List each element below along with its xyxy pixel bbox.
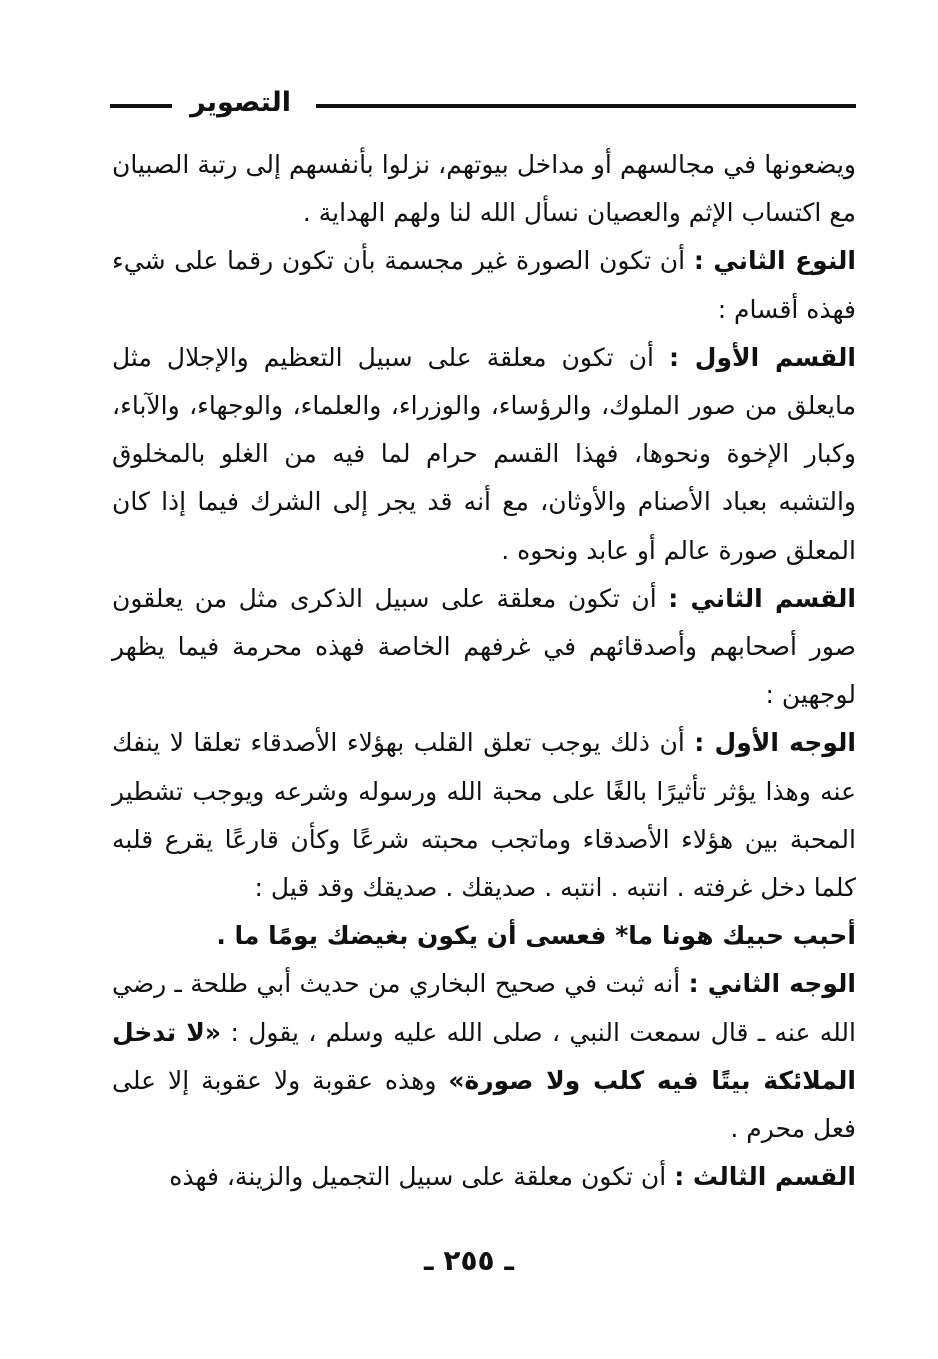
paragraph-5-text: أن ذلك يوجب تعلق القلب بهؤلاء الأصدقاء تعلقا لا ينفك عنه وهذا يؤثر تأثيرًا بالغًا على محبة الله ورسوله وشرعه ويوجب تشطير المحبة بين هؤلاء الأصدقاء وماتجب محبته شرعًا وكأن قارعًا يقرع قلبه كلما دخل غرفته . انتبه . انتبه . صديقك . صديقك وقد قيل : xyxy=(112,728,856,903)
paragraph-5 xyxy=(112,719,856,912)
paragraph-2-text: أن تكون الصورة غير مجسمة بأن تكون رقما على شيء فهذه أقسام : xyxy=(112,246,856,324)
paragraph-1 xyxy=(112,141,856,237)
paragraph-7 xyxy=(112,1153,856,1201)
page-number: ـ ٢٥٥ ـ xyxy=(424,1244,514,1277)
paragraph-6-text-b: وهذه عقوبة ولا عقوبة إلا على فعل محرم . xyxy=(112,1065,856,1144)
header-rule-right xyxy=(316,104,856,108)
paragraph-3-heading: القسم الأول : xyxy=(668,342,856,372)
paragraph-4-heading: القسم الثاني : xyxy=(668,583,856,613)
running-header xyxy=(110,86,856,126)
paragraph-6-text-a: أنه ثبت في صحيح البخاري من حديث أبي طلحة ـ رضي الله عنه ـ قال سمعت النبي ، صلى الله عليه وسلم ، يقول : xyxy=(112,969,856,1047)
paragraph-4 xyxy=(112,575,856,720)
paragraph-3-text: أن تكون معلقة على سبيل التعظيم والإجلال مثل مايعلق من صور الملوك، والرؤساء، والوزراء، والعلماء، والوجهاء، والآباء، وكبار الإخوة ونحوها، فهذا القسم حرام لما فيه من الغلو بالمخلوق والتشبه بعباد الأصنام والأوثان، مع أنه قد يجر إلى الشرك فيما إذا كان المعلق صورة عالم أو عابد ونحوه . xyxy=(112,342,856,565)
paragraph-7-text: أن تكون معلقة على سبيل التجميل والزينة، فهذه xyxy=(169,1162,675,1192)
poem-verse: أحبب حبيك هونا ما* فعسى أن يكون بغيضك يومًا ما . xyxy=(216,921,856,951)
header-title: التصوير xyxy=(190,87,291,118)
paragraph-5-heading: الوجه الأول : xyxy=(694,728,856,758)
paragraph-7-heading: القسم الثالث : xyxy=(674,1162,856,1192)
paragraph-3 xyxy=(112,334,856,575)
paragraph-2-heading: النوع الثاني : xyxy=(693,246,856,276)
body-text xyxy=(112,141,856,1201)
header-rule-left xyxy=(110,104,172,108)
paragraph-2 xyxy=(112,237,856,333)
paragraph-6-heading: الوجه الثاني : xyxy=(688,969,856,999)
hadith-quote: «لا تدخل الملائكة بيتًا فيه كلب ولا صورة» xyxy=(112,1017,856,1095)
paragraph-6 xyxy=(112,960,856,1153)
paragraph-1-text: ويضعونها في مجالسهم أو مداخل بيوتهم، نزلوا بأنفسهم إلى رتبة الصبيان مع اكتساب الإثم والعصيان نسأل الله لنا ولهم الهداية . xyxy=(112,150,856,228)
paragraph-4-text: أن تكون معلقة على سبيل الذكرى مثل من يعلقون صور أصحابهم وأصدقائهم في غرفهم الخاصة فهذه محرمة فيما يظهر لوجهين : xyxy=(112,583,856,710)
